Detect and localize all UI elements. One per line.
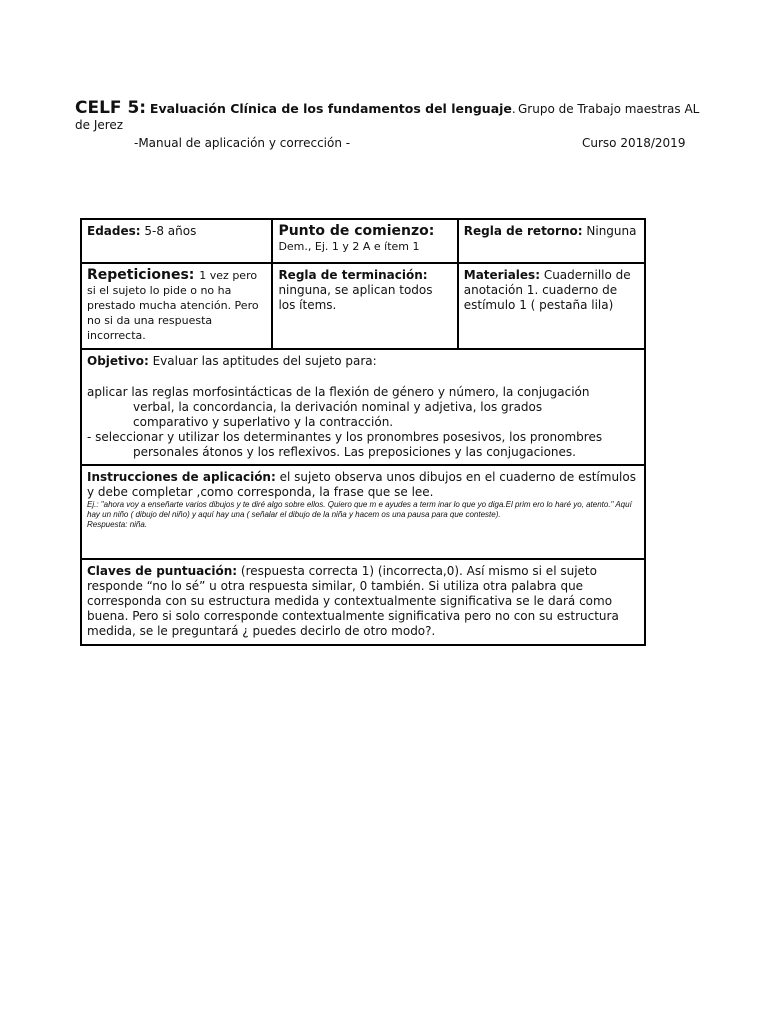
table-row (81, 465, 645, 559)
respuesta-text: Respuesta: niña. (87, 520, 148, 529)
table-row (81, 559, 645, 645)
repeticiones-label: Repeticiones (87, 267, 189, 283)
header-title-line (75, 100, 705, 117)
instrucciones-cell (81, 465, 645, 559)
table-row (81, 219, 645, 263)
working-group-continuation: de Jerez (75, 118, 124, 132)
working-group: Grupo de Trabajo maestras AL (518, 102, 700, 116)
materiales-cell (458, 263, 645, 349)
regla-retorno-cell (458, 219, 645, 263)
repeticiones-value: 1 vez pero si el sujeto lo pide o no ha prestado mucha atención. Pero no si da una respuesta incorrecta. (87, 269, 259, 342)
punto-comienzo-cell (272, 219, 457, 263)
objetivo-label: Objetivo: (87, 354, 149, 368)
repeticiones-colon: : (188, 267, 200, 283)
claves-cell (81, 559, 645, 645)
punto-value: Dem., Ej. 1 y 2 A e ítem 1 (278, 240, 420, 253)
table-row (81, 349, 645, 465)
punto-colon: : (428, 223, 435, 239)
objetivo-line: verbal, la concordancia, la derivación nominal y adjetiva, los grados (133, 400, 543, 414)
retorno-label: Regla de retorno: (463, 224, 583, 238)
edades-value: 5-8 años (140, 224, 197, 238)
page-subtitle: Evaluación Clínica de los fundamentos del lenguaje (149, 101, 512, 116)
terminacion-value: ninguna, se aplican todos los ítems. (278, 283, 433, 312)
evaluation-table (80, 218, 646, 646)
instrucciones-label: Instrucciones de aplicación: (87, 470, 276, 484)
ejemplo-text: Ej.: "ahora voy a enseñarte varios dibujos y te diré algo sobre ellos. Quiero que m e ayudes a term inar lo que yo diga.El prim ero lo haré yo, atento." Aquí hay un niño ( dibujo del niño) y aquí hay una ( señalar el dibujo de la niña y hacem os una pausa para que conteste). (87, 500, 632, 519)
materiales-label: Materiales: (463, 268, 540, 282)
claves-label: Claves de puntuación: (87, 564, 238, 578)
regla-terminacion-cell (272, 263, 457, 349)
edades-cell (81, 219, 272, 263)
objetivo-line: personales átonos y los reflexivos. Las preposiciones y las conjugaciones. (133, 445, 576, 459)
page-title: CELF 5: (75, 98, 147, 118)
repeticiones-cell (81, 263, 272, 349)
title-period: . (511, 102, 516, 116)
edades-label: Edades: (87, 224, 141, 238)
objetivo-intro: Evaluar las aptitudes del sujeto para: (148, 354, 377, 368)
objetivo-line: - seleccionar y utilizar los determinantes y los pronombres posesivos, los pronombres (87, 430, 603, 444)
objetivo-line: aplicar las reglas morfosintácticas de la flexión de género y número, la conjugación (87, 385, 590, 399)
objetivo-cell (81, 349, 645, 465)
manual-label: -Manual de aplicación y corrección - (134, 136, 351, 150)
school-year: Curso 2018/2019 (582, 136, 686, 150)
terminacion-label: Regla de terminación: (278, 268, 428, 282)
document-header (75, 100, 705, 151)
materiales-value: Cuadernillo de anotación 1. cuaderno de estímulo 1 ( pestaña lila) (463, 268, 631, 312)
claves-value: (respuesta correcta 1) (incorrecta,0). Así mismo si el sujeto responde “no lo sé” u otra respuesta similar, 0 también. Si utiliza otra palabra que corresponda con su estructura medida y contextualmente significativa se le dará como buena. Pero si solo corresponde contextualmente significativa pero no con su estructura medida, se le preguntará ¿ puedes decirlo de otro modo?. (87, 564, 619, 638)
instrucciones-value: el sujeto observa unos dibujos en el cuaderno de estímulos y debe completar ,como corresponda, la frase que se lee. (87, 470, 636, 499)
objetivo-line: comparativo y superlativo y la contracción. (133, 415, 394, 429)
retorno-value: Ninguna (582, 224, 637, 238)
table-row (81, 263, 645, 349)
header-manual-line (75, 135, 705, 151)
punto-label: Punto de comienzo (278, 223, 429, 239)
